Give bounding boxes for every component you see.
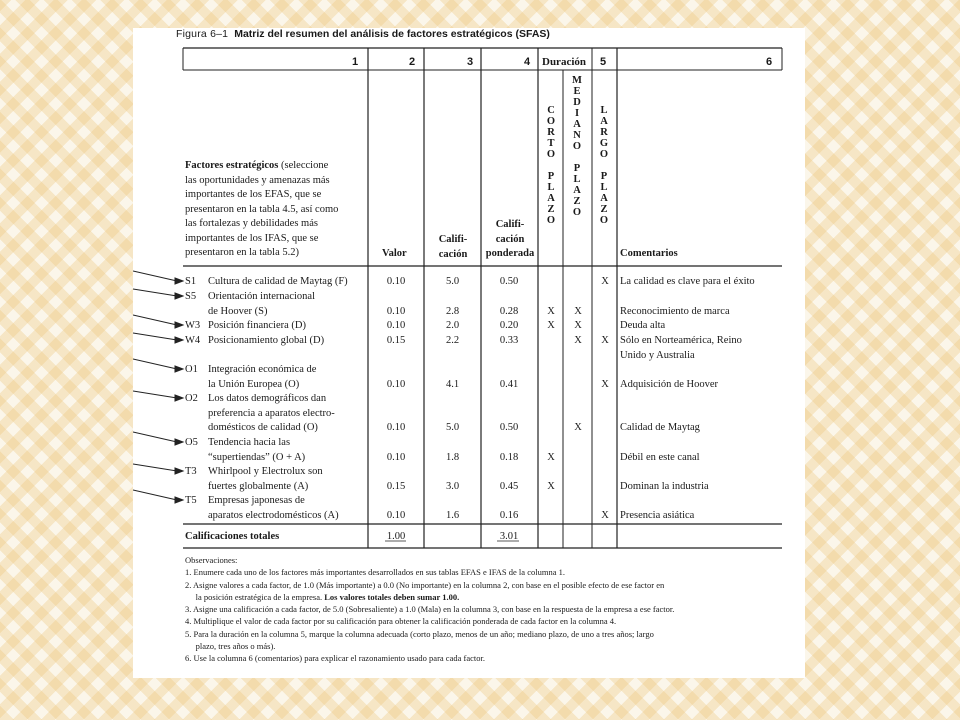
row-calificacion: 4.1 xyxy=(445,378,460,390)
row-largo-mark: X xyxy=(601,378,609,390)
pointer-arrow xyxy=(133,315,177,325)
row-comentario-line: Adquisición de Hoover xyxy=(620,378,718,390)
row-calificacion: 2.2 xyxy=(445,335,460,346)
col-number-6: 6 xyxy=(766,56,773,68)
row-calificacion: 1.6 xyxy=(445,509,460,521)
corto-letter: O xyxy=(546,116,556,127)
col-number-2: 2 xyxy=(409,56,416,68)
pointer-arrowhead xyxy=(175,497,183,503)
factores-title: Factores estratégicos xyxy=(185,160,279,171)
col-number-3: 3 xyxy=(467,56,474,68)
figure-title-text: Matriz del resumen del análisis de factores estratégicos (SFAS) xyxy=(234,28,550,40)
corto-letter: R xyxy=(547,127,555,138)
row-code: S1 xyxy=(185,276,197,287)
row-factor-line: Los datos demográficos dan xyxy=(208,393,327,404)
row-largo-mark: X xyxy=(601,276,609,287)
corto-letter: O xyxy=(546,215,556,226)
row-comentario-line: Unido y Australia xyxy=(620,349,695,361)
pointer-arrowhead xyxy=(175,366,183,372)
pointer-arrowhead xyxy=(175,278,183,284)
largo-letter: A xyxy=(600,116,608,127)
row-factor-line: domésticos de calidad (O) xyxy=(208,422,318,433)
row-factor-line: Tendencia hacia las xyxy=(208,437,291,448)
mediano-plazo-header xyxy=(570,75,584,218)
mediano-letter: A xyxy=(573,185,581,196)
document-page xyxy=(133,28,805,678)
row-calificacion: 5.0 xyxy=(445,422,460,433)
row-comentario-line: Reconocimiento de marca xyxy=(620,305,730,317)
pointer-arrowhead xyxy=(175,395,183,401)
row-valor: 0.10 xyxy=(386,378,406,390)
obs-bold-fragment: Los valores totales deben sumar 1.00. xyxy=(324,591,460,602)
row-code: O2 xyxy=(185,393,198,404)
pointer-arrowhead xyxy=(175,439,183,445)
row-factor-line: Orientación internacional xyxy=(208,291,315,302)
calif-ponderada-header xyxy=(482,218,538,262)
factores-desc-1: las oportunidades y amenazas más xyxy=(185,174,330,186)
row-mediano-mark: X xyxy=(574,335,582,346)
calif-ponderada-header-2: ponderada xyxy=(485,248,535,259)
comentarios-header: Comentarios xyxy=(620,248,678,259)
largo-letter: Z xyxy=(600,204,608,215)
row-factor-line: fuertes globalmente (A) xyxy=(208,480,309,492)
largo-letter xyxy=(597,160,611,171)
totals-ponderada: 3.01 xyxy=(499,531,519,542)
factores-desc-5: importantes de los IFAS, que se xyxy=(185,232,319,244)
pointer-arrowhead xyxy=(175,468,183,474)
row-comentario-line: Débil en este canal xyxy=(620,451,700,463)
row-comentario-line: Sólo en Norteamérica, Reino xyxy=(620,335,742,346)
factores-desc-0: (seleccione xyxy=(281,160,329,171)
row-code: W3 xyxy=(185,320,201,331)
largo-letter: O xyxy=(599,215,609,226)
row-factor-line: Posicionamiento global (D) xyxy=(208,335,325,346)
mediano-letter: A xyxy=(573,119,581,130)
row-valor: 0.10 xyxy=(386,509,406,521)
row-ponderada: 0.16 xyxy=(499,509,519,521)
mediano-letter: E xyxy=(573,86,581,97)
pointer-arrow xyxy=(133,271,177,281)
row-valor: 0.15 xyxy=(386,480,406,492)
calif-ponderada-header-1: cación xyxy=(495,233,525,245)
calificacion-header-1: cación xyxy=(438,248,468,260)
corto-letter: A xyxy=(547,193,555,204)
row-factor-line: Whirlpool y Electrolux son xyxy=(208,466,323,477)
pointer-arrowhead xyxy=(175,337,183,343)
calificacion-header xyxy=(436,233,470,262)
row-factor-line: preferencia a aparatos electro- xyxy=(208,407,335,419)
mediano-letter: N xyxy=(573,130,581,141)
obs-line-2b xyxy=(185,591,795,603)
largo-letter: R xyxy=(600,127,608,138)
calificacion-header-0: Califi- xyxy=(438,234,468,245)
row-largo-mark: X xyxy=(601,509,609,521)
row-factor-line: Posición financiera (D) xyxy=(208,320,306,331)
row-corto-mark: X xyxy=(547,320,555,331)
pointer-arrowhead xyxy=(175,322,183,328)
largo-letter: L xyxy=(600,105,608,116)
row-calificacion: 1.8 xyxy=(445,451,460,463)
row-calificacion: 5.0 xyxy=(445,276,460,287)
factores-desc-4: las fortalezas y debilidades más xyxy=(185,218,318,229)
largo-letter: O xyxy=(599,149,609,160)
row-corto-mark: X xyxy=(547,451,555,463)
corto-letter: T xyxy=(547,138,555,149)
row-ponderada: 0.50 xyxy=(499,422,519,433)
pointer-arrow xyxy=(133,464,177,471)
row-comentario-line: Calidad de Maytag xyxy=(620,422,700,433)
pointer-arrow xyxy=(133,432,177,442)
row-calificacion: 2.8 xyxy=(445,305,460,317)
row-valor: 0.10 xyxy=(386,305,406,317)
row-factor-line: “supertiendas” (O + A) xyxy=(208,451,306,463)
row-valor: 0.15 xyxy=(386,335,406,346)
row-ponderada: 0.18 xyxy=(499,451,519,463)
row-valor: 0.10 xyxy=(386,276,406,287)
pointer-arrow xyxy=(133,333,177,340)
mediano-letter: D xyxy=(573,97,581,108)
row-mediano-mark: X xyxy=(574,305,582,317)
row-ponderada: 0.33 xyxy=(499,335,519,346)
corto-letter: L xyxy=(547,182,555,193)
obs-line-6: 6. Use la columna 6 (comentarios) para explicar el razonamiento usado para cada factor. xyxy=(185,653,485,664)
corto-letter: P xyxy=(547,171,555,182)
row-mediano-mark: X xyxy=(574,320,582,331)
mediano-letter: O xyxy=(572,207,582,218)
row-comentario-line: La calidad es clave para el éxito xyxy=(620,276,755,287)
row-factor-line: Integración económica de xyxy=(208,364,317,375)
obs-line-1: 1. Enumere cada uno de los factores más importantes desarrollados en sus tablas EFAS e IFAS de la columna 1. xyxy=(185,567,565,578)
row-factor-line: aparatos electrodomésticos (A) xyxy=(208,509,339,521)
obs-line-2b-text: la posición estratégica de la empresa. xyxy=(185,591,325,602)
obs-line-5b: plazo, tres años o más). xyxy=(185,641,276,652)
col-number-4: 4 xyxy=(524,56,531,68)
mediano-letter: I xyxy=(574,108,580,119)
col-number-5: 5 xyxy=(600,56,607,68)
row-code: W4 xyxy=(185,335,201,346)
pointer-arrowhead xyxy=(175,293,183,299)
row-corto-mark: X xyxy=(547,305,555,317)
corto-letter: O xyxy=(546,149,556,160)
row-ponderada: 0.28 xyxy=(499,305,519,317)
totals-valor: 1.00 xyxy=(386,531,406,542)
obs-line-5: 5. Para la duración en la columna 5, marque la columna adecuada (corto plazo, menos de un año; mediano plazo, de uno a tres años; largo xyxy=(185,628,654,639)
row-ponderada: 0.41 xyxy=(499,378,519,390)
observaciones xyxy=(185,554,795,665)
largo-plazo-header xyxy=(597,105,611,226)
mediano-letter: P xyxy=(573,163,581,174)
obs-line-2: 2. Asigne valores a cada factor, de 1.0 (Más importante) a 0.0 (No importante) en la columna 2, con base en el posible efecto de ese factor en xyxy=(185,579,665,590)
largo-letter: G xyxy=(599,138,609,149)
pointer-arrow xyxy=(133,359,177,369)
largo-letter: A xyxy=(600,193,608,204)
row-comentario-line: Dominan la industria xyxy=(620,480,709,492)
row-valor: 0.10 xyxy=(386,320,406,331)
pointer-arrow xyxy=(133,490,177,500)
row-valor: 0.10 xyxy=(386,422,406,433)
row-code: O5 xyxy=(185,437,198,448)
figure-label: Figura 6–1 xyxy=(176,28,229,40)
mediano-letter: Z xyxy=(573,196,581,207)
largo-letter: P xyxy=(600,171,608,182)
row-comentario-line: Deuda alta xyxy=(620,320,666,331)
corto-letter: C xyxy=(547,105,555,116)
row-code: T3 xyxy=(185,466,197,477)
row-ponderada: 0.20 xyxy=(499,320,519,331)
row-mediano-mark: X xyxy=(574,422,582,433)
valor-header: Valor xyxy=(382,248,407,259)
pointer-arrow xyxy=(133,289,177,296)
row-ponderada: 0.50 xyxy=(499,276,519,287)
corto-plazo-header xyxy=(544,105,558,226)
calif-ponderada-header-0: Califi- xyxy=(495,219,525,230)
row-factor-line: Cultura de calidad de Maytag (F) xyxy=(208,276,348,287)
row-valor: 0.10 xyxy=(386,451,406,463)
col-number-1: 1 xyxy=(352,56,359,68)
row-factor-line: Empresas japonesas de xyxy=(208,495,305,506)
row-calificacion: 3.0 xyxy=(445,480,460,492)
row-factor-line: de Hoover (S) xyxy=(208,305,268,317)
corto-letter xyxy=(544,160,558,171)
mediano-letter xyxy=(570,152,584,163)
mediano-letter: M xyxy=(572,75,582,86)
factores-desc-3: presentaron en la tabla 4.5, así como xyxy=(185,203,339,215)
pointer-arrow xyxy=(133,391,177,398)
largo-letter: L xyxy=(600,182,608,193)
row-comentario-line: Presencia asiática xyxy=(620,509,695,521)
row-code: S5 xyxy=(185,291,197,302)
duracion-header: Duración xyxy=(542,56,586,68)
row-factor-line: la Unión Europea (O) xyxy=(208,378,300,390)
obs-line-4: 4. Multiplique el valor de cada factor por su calificación para obtener la calificación ponderada de cada factor en la columna 4. xyxy=(185,616,617,627)
corto-letter: Z xyxy=(547,204,555,215)
row-code: O1 xyxy=(185,364,198,375)
mediano-letter: L xyxy=(573,174,581,185)
mediano-letter: O xyxy=(572,141,582,152)
row-calificacion: 2.0 xyxy=(445,320,460,331)
row-ponderada: 0.45 xyxy=(499,480,519,492)
row-code: T5 xyxy=(185,495,197,506)
observaciones-title: Observaciones: xyxy=(185,555,238,565)
factores-header xyxy=(185,159,365,261)
obs-line-3: 3. Asigne una calificación a cada factor, de 5.0 (Sobresaliente) a 1.0 (Mala) en la columna 3, con base en la respuesta de la empresa a ese factor. xyxy=(185,604,675,615)
factores-desc-2: importantes de los EFAS, que se xyxy=(185,189,322,200)
row-largo-mark: X xyxy=(601,335,609,346)
row-corto-mark: X xyxy=(547,480,555,492)
factores-desc-6: presentaron en la tabla 5.2) xyxy=(185,247,299,258)
totals-label: Calificaciones totales xyxy=(185,531,280,542)
